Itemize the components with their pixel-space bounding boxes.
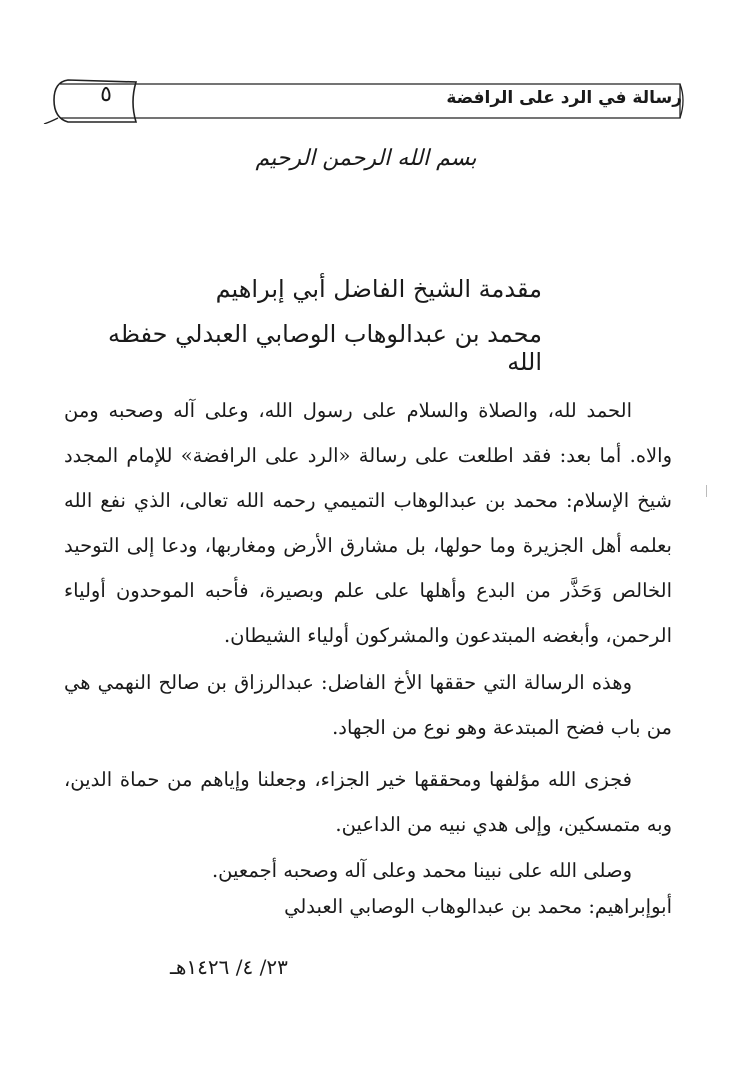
running-book-title: رسالة في الرد على الرافضة [446,88,682,108]
paragraph-1: الحمد لله، والصلاة والسلام على رسول الله، وعلى آله وصحبه ومن والاه. أما بعد: فقد اطلعت على رسالة «الرد على الرافضة» للإمام المجدد شيخ الإسلام: محمد بن عبدالوهاب التميمي رحمه الله تعالى، الذي نفع الله بعلمه أهل الجزيرة وما حولها، بل مشارق الأرض ومغاربها، ودعا إلى التوحيد الخالص وَحَذَّر من البدع وأهلها على علم وبصيرة، فأحبه الموحدون أولياء الرحمن، وأبغضه المبتدعون والمشركون أولياء الشيطان. [64,399,672,647]
date-line: ٢٣/ ٤/ ١٤٢٦هـ [170,955,288,979]
paragraph-4: وصلى الله على نبينا محمد وعلى آله وصحبه أجمعين. [211,859,632,882]
intro-title-line-2: محمد بن عبدالوهاب الوصابي العبدلي حفظه الله [107,320,542,376]
signature-line: أبوإبراهيم: محمد بن عبدالوهاب الوصابي العبدلي [284,895,672,918]
basmala-calligraphy: بسم الله الرحمن الرحيم [255,146,477,171]
intro-title-line-1: مقدمة الشيخ الفاضل أبي إبراهيم [215,275,542,303]
page-number: ٥ [100,82,112,107]
paragraph-2: وهذه الرسالة التي حققها الأخ الفاضل: عبدالرزاق بن صالح النهمي هي من باب فضح المبتدعة وهو نوع من الجهاد. [64,671,672,739]
paragraph-3: فجزى الله مؤلفها ومحققها خير الجزاء، وجعلنا وإياهم من حماة الدين، وبه متمسكين، وإلى هدي نبيه من الداعين. [64,768,672,836]
margin-mark [706,485,707,497]
